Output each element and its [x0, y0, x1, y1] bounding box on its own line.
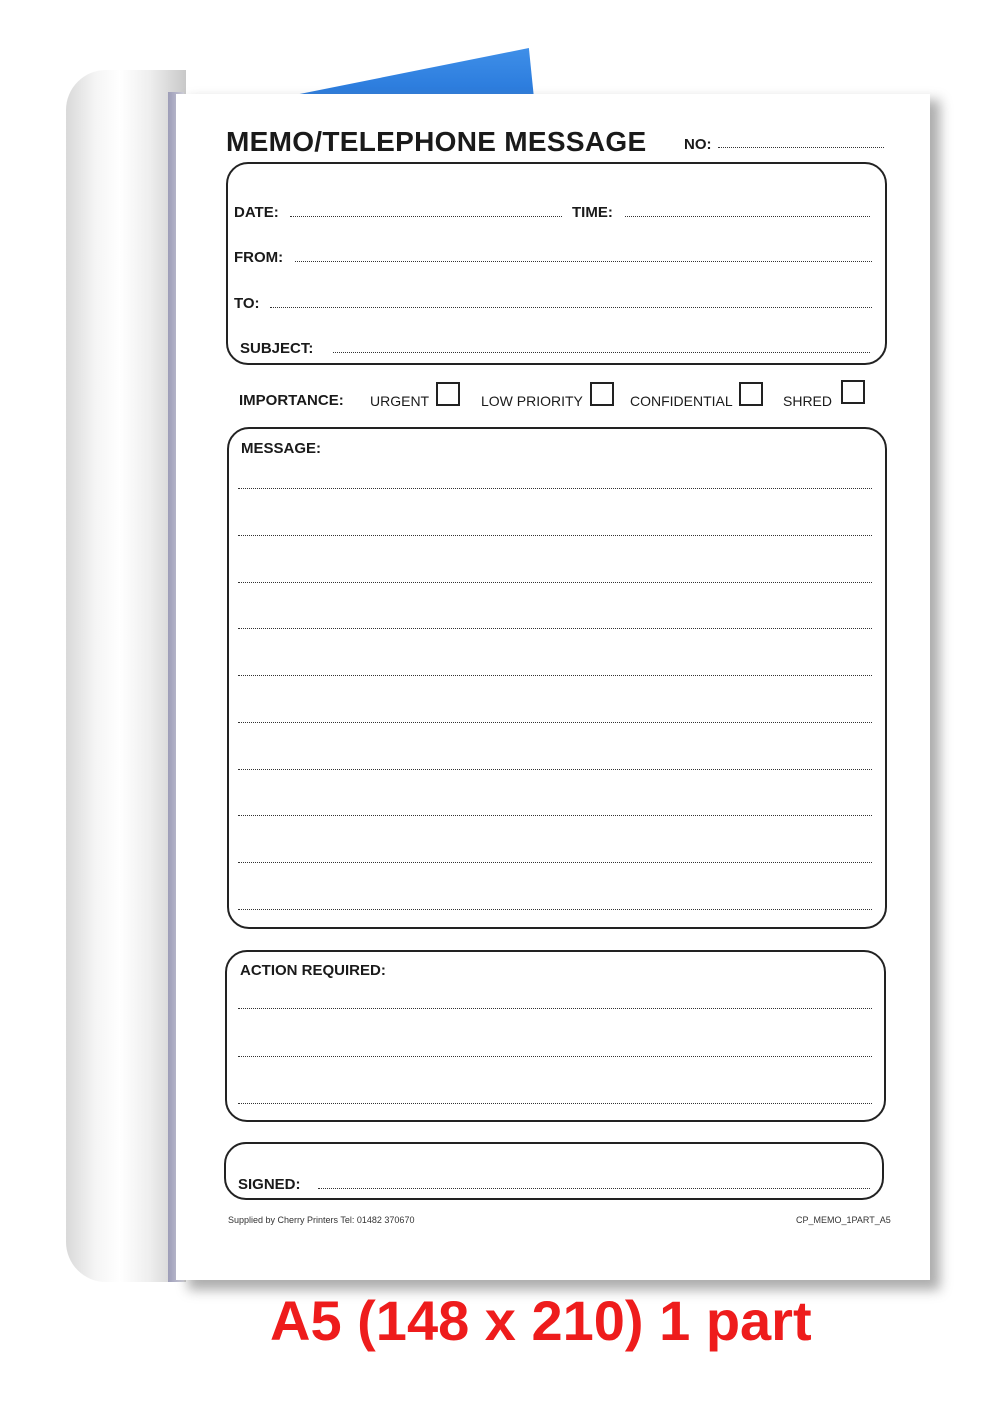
option-shred: SHRED — [783, 393, 833, 409]
time-label: TIME: — [572, 204, 613, 221]
message-line[interactable] — [238, 815, 872, 816]
subject-line[interactable] — [333, 352, 870, 353]
action-label: ACTION REQUIRED: — [240, 962, 386, 979]
importance-label: IMPORTANCE: — [239, 392, 344, 409]
form-title: MEMO/TELEPHONE MESSAGE — [226, 126, 647, 157]
number-line — [718, 147, 884, 148]
supplier-footer: Supplied by Cherry Printers Tel: 01482 370670 — [228, 1215, 415, 1225]
message-box — [227, 427, 887, 929]
action-line[interactable] — [238, 1056, 872, 1057]
header-box — [226, 162, 887, 365]
message-line[interactable] — [238, 488, 872, 489]
subject-label: SUBJECT: — [240, 340, 314, 357]
checkbox-shred[interactable] — [841, 380, 865, 404]
to-line[interactable] — [270, 307, 872, 308]
form-code: CP_MEMO_1PART_A5 — [796, 1215, 891, 1225]
message-line[interactable] — [238, 535, 872, 536]
message-line[interactable] — [238, 862, 872, 863]
message-line[interactable] — [238, 582, 872, 583]
signed-line[interactable] — [318, 1188, 870, 1189]
message-line[interactable] — [238, 675, 872, 676]
option-urgent: URGENT — [370, 393, 430, 409]
date-label: DATE: — [234, 204, 279, 221]
message-line[interactable] — [238, 909, 872, 910]
number-label: NO: — [684, 136, 712, 153]
message-line[interactable] — [238, 722, 872, 723]
option-confidential: CONFIDENTIAL — [630, 393, 733, 409]
date-line[interactable] — [290, 216, 562, 217]
message-label: MESSAGE: — [241, 440, 322, 457]
from-label: FROM: — [234, 249, 284, 266]
checkbox-urgent[interactable] — [436, 382, 460, 406]
message-line[interactable] — [238, 628, 872, 629]
from-line[interactable] — [295, 261, 872, 262]
option-low-priority: LOW PRIORITY — [481, 393, 583, 409]
action-line[interactable] — [238, 1008, 872, 1009]
time-line[interactable] — [625, 216, 870, 217]
message-line[interactable] — [238, 769, 872, 770]
product-size-caption: A5 (148 x 210) 1 part — [270, 1289, 812, 1352]
to-label: TO: — [234, 295, 260, 312]
signed-box — [224, 1142, 884, 1200]
action-line[interactable] — [238, 1103, 872, 1104]
checkbox-low-priority[interactable] — [590, 382, 614, 406]
signed-label: SIGNED: — [238, 1176, 301, 1193]
checkbox-confidential[interactable] — [739, 382, 763, 406]
